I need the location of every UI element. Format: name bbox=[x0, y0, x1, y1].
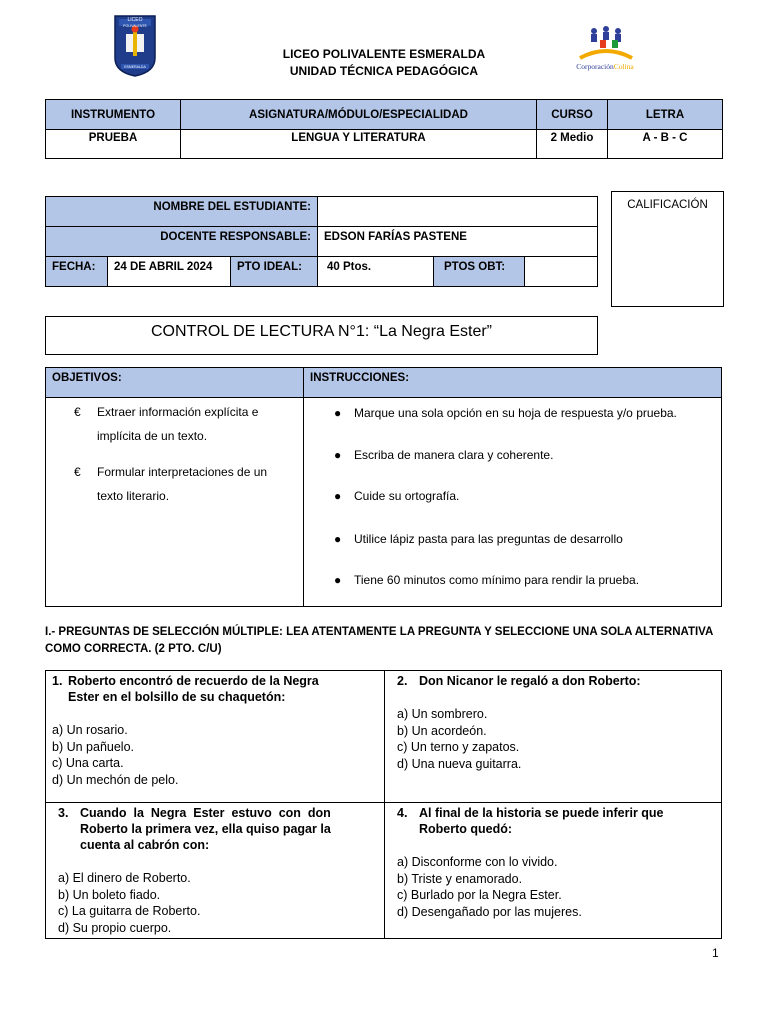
header-instrumento: INSTRUMENTO bbox=[46, 100, 181, 130]
question-1-line-2: Ester en el bolsillo de su chaquetón: bbox=[68, 690, 286, 704]
section-header-line-1: I.- PREGUNTAS DE SELECCIÓN MÚLTIPLE: LEA ATENTAMENTE LA PREGUNTA Y SELECCIONE UNA SOLA ALTERNATIVA bbox=[45, 626, 714, 638]
question-1-options bbox=[52, 722, 378, 788]
logo-left-top-text: LICEO bbox=[127, 17, 143, 23]
objectives-cell bbox=[46, 398, 304, 607]
question-4-line-2: Roberto quedó: bbox=[419, 822, 513, 836]
ideal-label: PTO IDEAL: bbox=[231, 257, 318, 287]
obt-field[interactable] bbox=[525, 257, 598, 287]
instruction-2: Escriba de manera clara y coherente. bbox=[354, 448, 554, 462]
question-1-text bbox=[52, 673, 378, 705]
question-2-text bbox=[397, 673, 715, 689]
question-2-option-a[interactable]: a) Un sombrero. bbox=[397, 707, 488, 721]
objective-1-line-1: Extraer información explícita e bbox=[97, 405, 259, 419]
question-3-option-b[interactable]: b) Un boleto fiado. bbox=[58, 887, 161, 902]
section-header-line-2: COMO CORRECTA. (2 PTO. C/U) bbox=[45, 643, 222, 655]
objective-1-line-2: implícita de un texto. bbox=[97, 429, 208, 443]
question-3 bbox=[46, 803, 385, 939]
objective-bullet: € bbox=[74, 465, 81, 479]
question-3-option-d[interactable]: d) Su propio cuerpo. bbox=[58, 920, 172, 935]
grade-box bbox=[611, 191, 724, 307]
instruction-4: Utilice lápiz pasta para las preguntas de desarrollo bbox=[354, 532, 623, 546]
question-4 bbox=[385, 803, 722, 939]
question-4-option-c[interactable]: c) Burlado por la Negra Ester. bbox=[397, 888, 562, 902]
question-4-option-a[interactable]: a) Disconforme con lo vivido. bbox=[397, 855, 558, 869]
grade-label: CALIFICACIÓN bbox=[627, 199, 708, 211]
date-label: FECHA: bbox=[46, 257, 108, 287]
question-3-line-1: Cuando la Negra Ester estuvo con don bbox=[80, 806, 331, 820]
question-2-options bbox=[397, 706, 715, 772]
question-2-option-c[interactable]: c) Un terno y zapatos. bbox=[397, 740, 520, 754]
logo-right-text bbox=[556, 62, 654, 71]
header-curso: CURSO bbox=[537, 100, 608, 130]
header-asignatura: ASIGNATURA/MÓDULO/ESPECIALIDAD bbox=[181, 100, 537, 130]
questions-table bbox=[45, 670, 722, 939]
objectives-instructions-table bbox=[45, 367, 722, 607]
instruction-3: Cuide su ortografía. bbox=[354, 489, 460, 503]
value-letra: A - B - C bbox=[608, 130, 723, 159]
student-table bbox=[45, 196, 598, 287]
instruction-1: Marque una sola opción en su hoja de respuesta y/o prueba. bbox=[354, 406, 677, 420]
school-name: LICEO POLIVALENTE ESMERALDA bbox=[282, 47, 486, 61]
student-name-label: NOMBRE DEL ESTUDIANTE: bbox=[46, 197, 318, 227]
objectives-header: OBJETIVOS: bbox=[46, 368, 304, 398]
teacher-label: DOCENTE RESPONSABLE: bbox=[46, 227, 318, 257]
instruction-bullet-icon: ● bbox=[334, 532, 342, 546]
logo-right-text-a: Corporación bbox=[576, 62, 614, 71]
question-3-line-3: cuenta al cabrón con: bbox=[80, 838, 210, 852]
objective-2-line-2: texto literario. bbox=[97, 489, 170, 503]
question-4-line-1: Al final de la historia se puede inferir que bbox=[419, 806, 664, 820]
obt-label: PTOS OBT: bbox=[434, 257, 525, 287]
instruction-bullet-icon: ● bbox=[334, 406, 342, 420]
question-4-text bbox=[397, 805, 715, 837]
question-4-option-b[interactable]: b) Triste y enamorado. bbox=[397, 871, 523, 886]
question-2 bbox=[385, 671, 722, 803]
ideal-value: 40 Ptos. bbox=[318, 257, 434, 287]
unit-name: UNIDAD TÉCNICA PEDAGÓGICA bbox=[289, 64, 479, 78]
date-value: 24 DE ABRIL 2024 bbox=[108, 257, 231, 287]
question-3-line-2: Roberto la primera vez, ella quiso pagar la bbox=[80, 822, 331, 836]
page-title: CONTROL DE LECTURA N°1: “La Negra Ester” bbox=[151, 323, 492, 340]
instruction-bullet-icon: ● bbox=[334, 489, 342, 503]
question-3-number: 3. bbox=[58, 806, 69, 820]
student-name-field[interactable] bbox=[318, 197, 598, 227]
info-table bbox=[45, 99, 723, 159]
teacher-value: EDSON FARÍAS PASTENE bbox=[318, 227, 598, 257]
question-1-option-d[interactable]: d) Un mechón de pelo. bbox=[52, 772, 179, 787]
question-2-option-b[interactable]: b) Un acordeón. bbox=[397, 723, 487, 738]
question-1 bbox=[46, 671, 385, 803]
logo-right-text-b: Colina bbox=[613, 62, 634, 71]
instructions-header: INSTRUCCIONES: bbox=[304, 368, 722, 398]
objective-bullet: € bbox=[74, 405, 81, 419]
question-1-option-a[interactable]: a) Un rosario. bbox=[52, 723, 128, 737]
question-1-option-c[interactable]: c) Una carta. bbox=[52, 756, 124, 770]
page-number: 1 bbox=[712, 946, 719, 960]
value-curso: 2 Medio bbox=[537, 130, 608, 159]
instructions-cell bbox=[304, 398, 722, 607]
instruction-5: Tiene 60 minutos como mínimo para rendir la prueba. bbox=[354, 573, 640, 587]
question-1-number: 1. bbox=[52, 674, 63, 688]
question-3-options bbox=[58, 870, 378, 936]
logo-left-bottom-text: ESMERALDA bbox=[124, 65, 146, 69]
question-2-line-1: Don Nicanor le regaló a don Roberto: bbox=[419, 674, 641, 688]
question-3-option-c[interactable]: c) La guitarra de Roberto. bbox=[58, 904, 201, 918]
value-asignatura: LENGUA Y LITERATURA bbox=[181, 130, 537, 159]
header-letra: LETRA bbox=[608, 100, 723, 130]
question-4-number: 4. bbox=[397, 806, 408, 820]
objective-2-line-1: Formular interpretaciones de un bbox=[97, 465, 268, 479]
question-2-number: 2. bbox=[397, 674, 408, 688]
corporacion-logo bbox=[560, 24, 650, 80]
question-2-option-d[interactable]: d) Una nueva guitarra. bbox=[397, 756, 522, 771]
question-3-text bbox=[58, 805, 378, 853]
value-instrumento: PRUEBA bbox=[46, 130, 181, 159]
section-header bbox=[45, 624, 713, 658]
question-4-option-d[interactable]: d) Desengañado por las mujeres. bbox=[397, 904, 582, 919]
question-1-line-1: Roberto encontró de recuerdo de la Negra bbox=[68, 674, 319, 688]
question-1-option-b[interactable]: b) Un pañuelo. bbox=[52, 739, 135, 754]
instruction-bullet-icon: ● bbox=[334, 573, 342, 587]
logo-left-mid-text: POLIVALENTE bbox=[123, 24, 147, 28]
title-box bbox=[45, 316, 598, 355]
question-4-options bbox=[397, 854, 715, 920]
instruction-bullet-icon: ● bbox=[334, 448, 342, 462]
question-3-option-a[interactable]: a) El dinero de Roberto. bbox=[58, 871, 191, 885]
